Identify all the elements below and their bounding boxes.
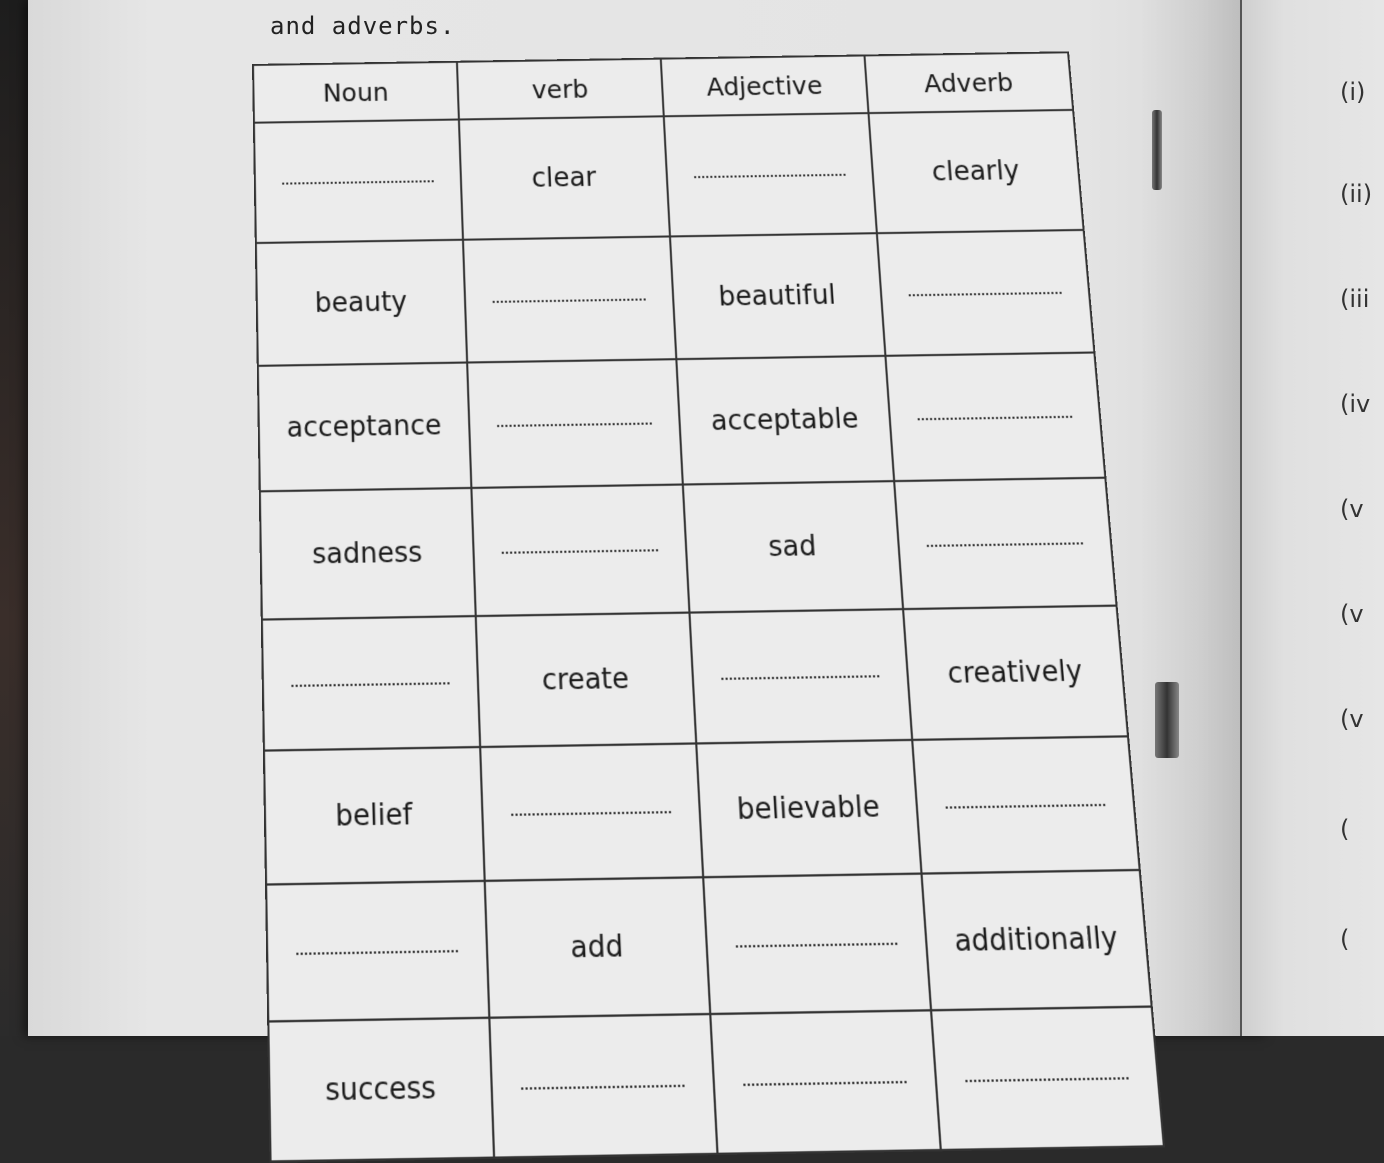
dotted-answer-line: [497, 420, 652, 427]
word-cell: sad: [683, 481, 903, 612]
dotted-answer-line: [909, 290, 1062, 297]
header-verb: verb: [457, 59, 664, 120]
blank-cell: [467, 359, 683, 488]
word-cell: create: [476, 613, 697, 747]
blank-cell: [885, 352, 1105, 481]
word-cell: creatively: [903, 606, 1128, 740]
table-row: [258, 352, 1106, 491]
staple-bottom: [1155, 682, 1179, 758]
blank-cell: [471, 485, 689, 617]
table-row: [264, 736, 1140, 884]
word-cell: additionally: [922, 870, 1152, 1010]
blank-cell: [480, 743, 703, 880]
table-row: [262, 606, 1128, 751]
margin-number: (v: [1340, 495, 1364, 523]
word-cell: believable: [696, 740, 921, 877]
word-cell: clear: [459, 116, 670, 239]
blank-cell: [266, 881, 489, 1022]
dotted-answer-line: [502, 547, 659, 554]
word-cell: beauty: [256, 240, 467, 366]
dotted-answer-line: [521, 1082, 685, 1089]
blank-cell: [262, 616, 480, 751]
word-cell: add: [485, 877, 711, 1018]
blank-cell: [254, 119, 463, 243]
table-row: [256, 230, 1095, 366]
dotted-answer-line: [694, 172, 846, 178]
dotted-answer-line: [736, 940, 898, 947]
word-cell: sadness: [260, 488, 476, 620]
margin-number: (i): [1340, 78, 1366, 106]
dotted-answer-line: [917, 414, 1072, 421]
blank-cell: [664, 113, 877, 236]
word-cell: acceptance: [258, 363, 472, 492]
table-row: [260, 478, 1117, 620]
instruction-text: and adverbs.: [270, 12, 456, 40]
dotted-answer-line: [493, 296, 646, 303]
blank-cell: [894, 478, 1116, 609]
blank-cell: [489, 1014, 717, 1158]
margin-number: (iv: [1340, 390, 1371, 418]
dotted-answer-line: [743, 1079, 907, 1086]
margin-number: (: [1340, 925, 1350, 953]
staple-top: [1152, 110, 1162, 190]
dotted-answer-line: [291, 680, 449, 687]
margin-number: (: [1340, 815, 1350, 843]
blank-cell: [877, 230, 1095, 356]
blank-cell: [463, 236, 676, 362]
dotted-answer-line: [965, 1075, 1129, 1082]
word-cell: acceptable: [676, 356, 894, 485]
dotted-answer-line: [296, 948, 458, 955]
word-forms-table-wrap: [252, 51, 1165, 1162]
table-row: [254, 110, 1084, 243]
word-cell: clearly: [868, 110, 1083, 233]
table-body: [254, 110, 1164, 1162]
blank-cell: [931, 1007, 1164, 1151]
blank-cell: [703, 874, 931, 1014]
dotted-answer-line: [282, 178, 434, 184]
word-cell: belief: [264, 747, 485, 885]
table-row: [268, 1007, 1164, 1162]
word-cell: success: [268, 1018, 494, 1162]
blank-cell: [710, 1010, 941, 1154]
header-noun: Noun: [253, 62, 459, 123]
margin-number: (v: [1340, 600, 1364, 628]
dotted-answer-line: [511, 809, 671, 816]
margin-number: (iii: [1340, 285, 1370, 313]
blank-cell: [912, 736, 1140, 873]
word-cell: beautiful: [670, 233, 885, 359]
dotted-answer-line: [945, 802, 1105, 809]
dotted-answer-line: [721, 673, 879, 680]
margin-number: (ii): [1340, 180, 1373, 208]
blank-cell: [689, 609, 912, 743]
dotted-answer-line: [927, 540, 1083, 547]
table-row: [266, 870, 1152, 1022]
header-adjective: Adjective: [661, 55, 869, 116]
margin-number: (v: [1340, 705, 1364, 733]
word-forms-table: [252, 51, 1165, 1162]
header-adverb: Adverb: [864, 52, 1073, 113]
